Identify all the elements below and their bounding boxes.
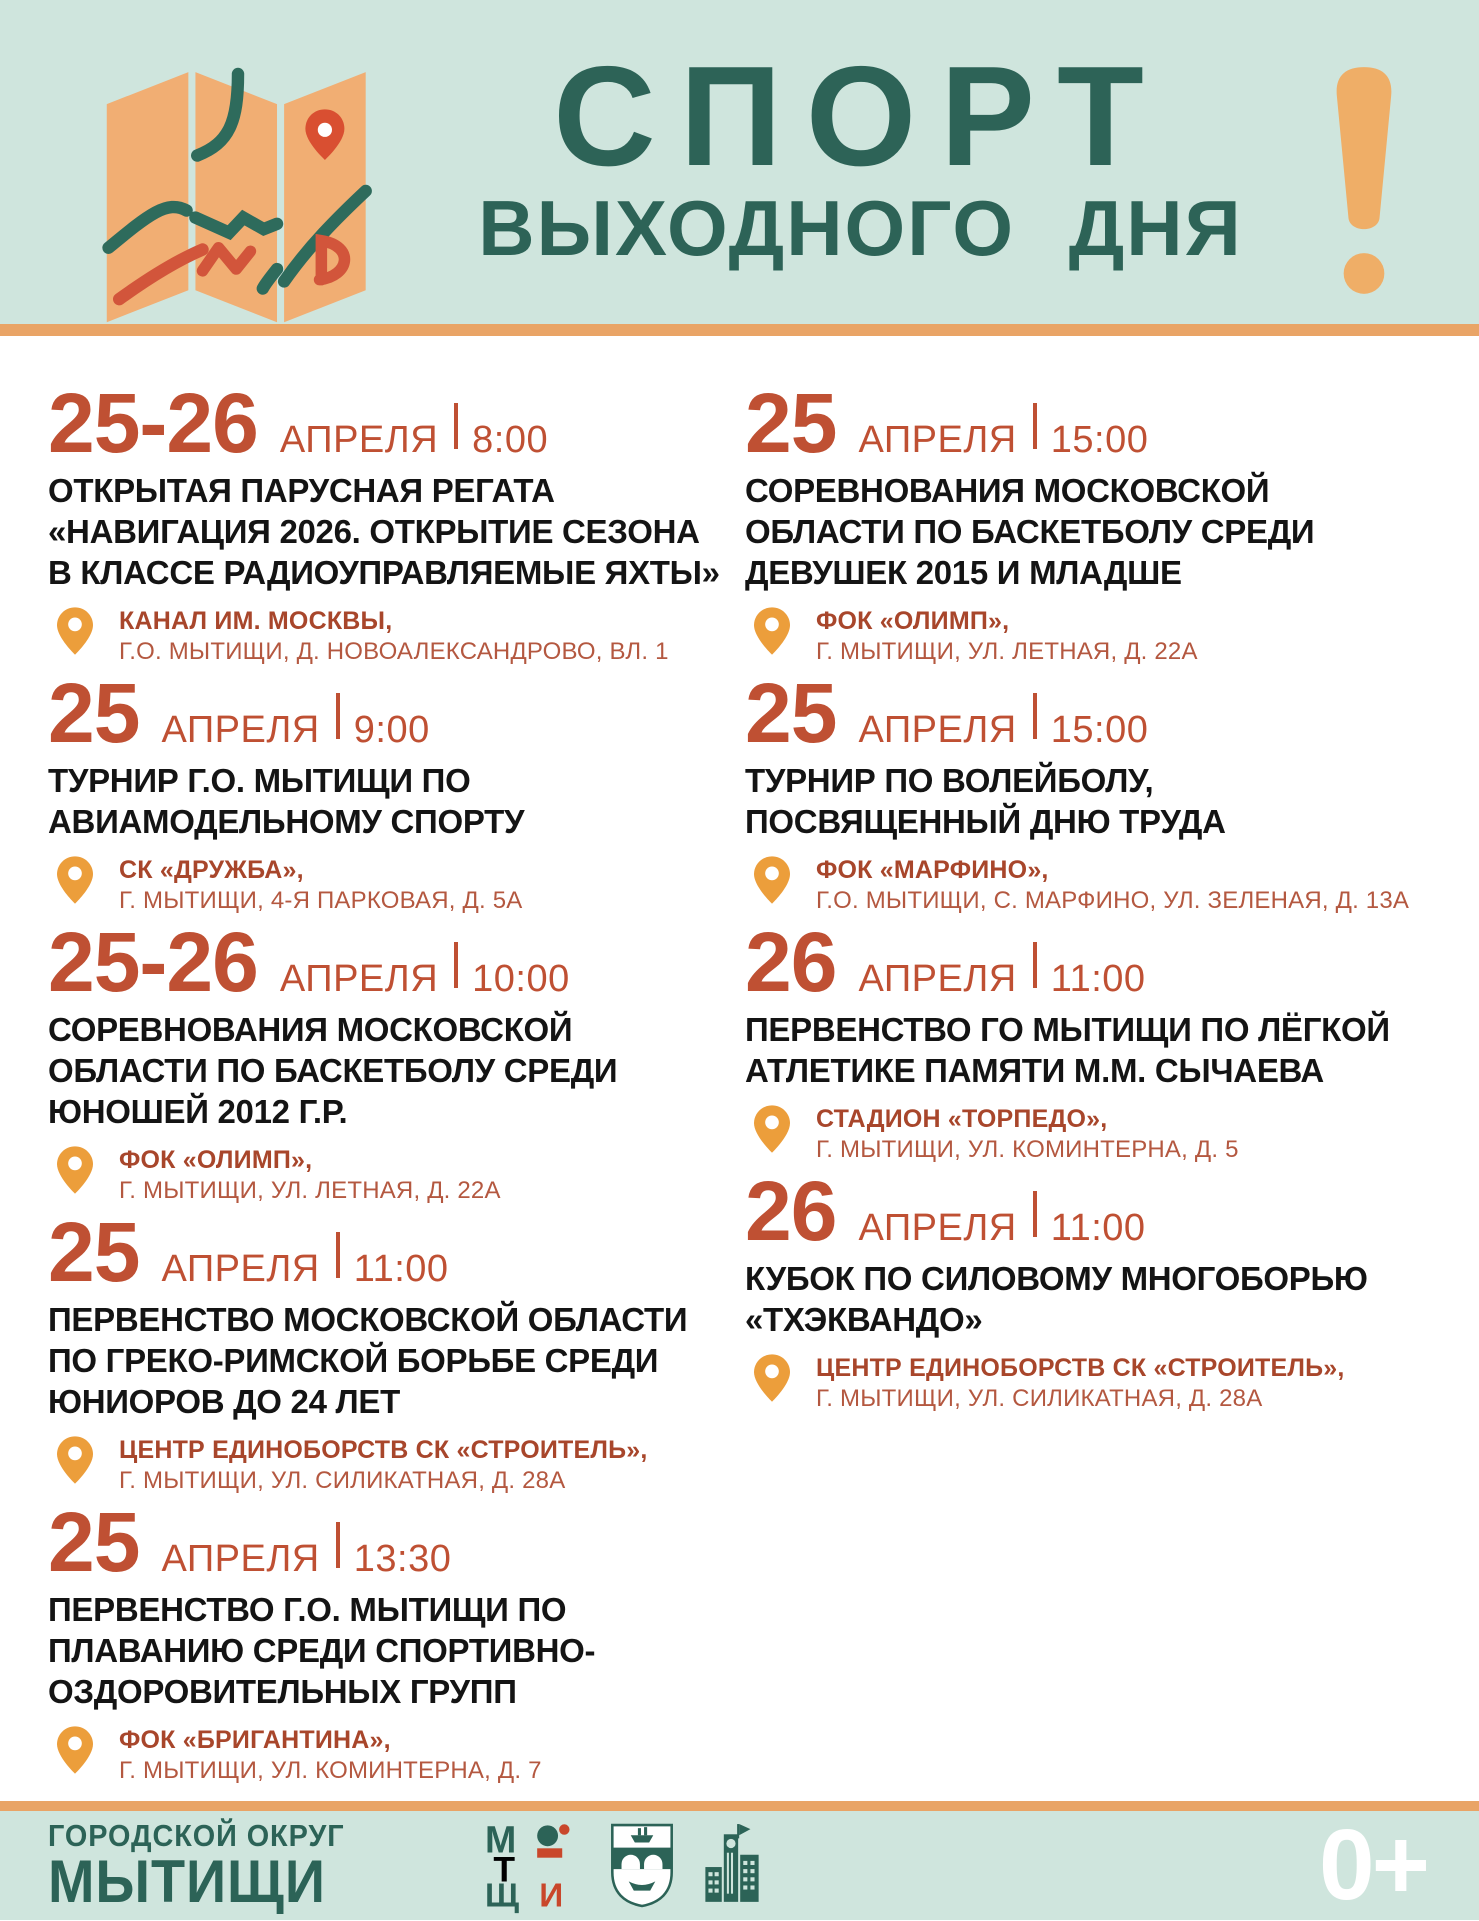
- event-title: ТУРНИР Г.О. МЫТИЩИ ПО АВИАМОДЕЛЬНОМУ СПОРТУ: [48, 761, 525, 840]
- building-logo: [703, 1822, 761, 1908]
- location-text: [816, 855, 1409, 916]
- date-time-divider: [454, 403, 458, 449]
- map-pin-icon: [57, 1436, 93, 1484]
- location-text: [816, 1104, 1239, 1165]
- event-day: 25: [48, 665, 140, 760]
- event-card: [745, 914, 1439, 1165]
- mytishchi-brand-logo: [484, 1818, 581, 1916]
- event-title: СОРЕВНОВАНИЯ МОСКОВСКОЙ ОБЛАСТИ ПО БАСКЕТБОЛУ СРЕДИ ДЕВУШЕК 2015 И МЛАДШЕ: [745, 471, 1315, 591]
- location-address: Г. МЫТИЩИ, 4-Я ПАРКОВАЯ, Д. 5А: [119, 886, 523, 914]
- location-venue: ЦЕНТР ЕДИНОБОРСТВ СК «СТРОИТЕЛЬ»,: [119, 1435, 648, 1464]
- location-venue: СТАДИОН «ТОРПЕДО»,: [816, 1104, 1108, 1133]
- svg-text:И: И: [539, 1878, 564, 1916]
- location-address: Г. МЫТИЩИ, УЛ. КОМИНТЕРНА, Д. 7: [119, 1756, 542, 1784]
- svg-text:Т: Т: [493, 1850, 515, 1891]
- event-location: [48, 606, 745, 667]
- coat-of-arms-logo: [609, 1822, 675, 1908]
- location-text: [119, 1435, 648, 1496]
- event-card: [48, 1204, 745, 1496]
- poster-title-block: [388, 37, 1333, 272]
- event-month: АПРЕЛЯ: [858, 708, 1017, 751]
- date-time-divider: [336, 693, 340, 739]
- map-pin-icon: [57, 856, 93, 904]
- location-venue: ЦЕНТР ЕДИНОБОРСТВ СК «СТРОИТЕЛЬ»,: [816, 1353, 1345, 1382]
- event-location: [48, 855, 745, 916]
- events-column-right: [745, 375, 1439, 1801]
- event-day: 25: [745, 665, 837, 760]
- map-pin-icon: [754, 856, 790, 904]
- location-address: Г.О. МЫТИЩИ, С. МАРФИНО, УЛ. ЗЕЛЕНАЯ, Д. 13А: [816, 886, 1410, 914]
- event-time: 11:00: [1050, 1206, 1146, 1249]
- event-title: ОТКРЫТАЯ ПАРУСНАЯ РЕГАТА «НАВИГАЦИЯ 2026. ОТКРЫТИЕ СЕЗОНА В КЛАССЕ РАДИОУПРАВЛЯЕМЫЕ ЯХТЫ»: [48, 471, 720, 591]
- footer-divider: [0, 1801, 1479, 1811]
- event-month: АПРЕЛЯ: [858, 1206, 1017, 1249]
- location-venue: ФОК «БРИГАНТИНА»,: [119, 1725, 391, 1754]
- event-location: [745, 1353, 1439, 1414]
- location-text: [119, 1725, 542, 1786]
- exclamation-icon: [1333, 62, 1395, 297]
- event-date: [48, 665, 745, 760]
- event-date: [745, 1163, 1439, 1258]
- location-venue: ФОК «ОЛИМП»,: [816, 606, 1010, 635]
- event-card: [745, 1163, 1439, 1414]
- event-date: [48, 914, 745, 1009]
- event-card: [745, 665, 1439, 916]
- event-title: ПЕРВЕНСТВО МОСКОВСКОЙ ОБЛАСТИ ПО ГРЕКО-РИМСКОЙ БОРЬБЕ СРЕДИ ЮНИОРОВ ДО 24 ЛЕТ: [48, 1300, 688, 1420]
- svg-text:Щ: Щ: [484, 1878, 519, 1916]
- org-name-line1: ГОРОДСКОЙ ОКРУГ: [48, 1818, 345, 1854]
- event-card: [48, 1494, 745, 1786]
- location-venue: ФОК «ОЛИМП»,: [119, 1145, 313, 1174]
- event-time: 8:00: [472, 418, 549, 461]
- header-divider: [0, 324, 1479, 336]
- age-rating-badge: 0+: [1318, 1809, 1427, 1921]
- poster-title: СПОРТ: [553, 37, 1168, 196]
- event-title: ПЕРВЕНСТВО Г.О. МЫТИЩИ ПО ПЛАВАНИЮ СРЕДИ СПОРТИВНО-ОЗДОРОВИТЕЛЬНЫХ ГРУПП: [48, 1590, 596, 1710]
- event-location: [745, 1104, 1439, 1165]
- map-pin-icon: [754, 607, 790, 655]
- location-venue: ФОК «МАРФИНО»,: [816, 855, 1049, 884]
- location-address: Г. МЫТИЩИ, УЛ. СИЛИКАТНАЯ, Д. 28А: [119, 1466, 566, 1494]
- event-date: [745, 665, 1439, 760]
- location-venue: СК «ДРУЖБА»,: [119, 855, 304, 884]
- event-month: АПРЕЛЯ: [858, 418, 1017, 461]
- event-card: [48, 914, 745, 1206]
- event-card: [48, 665, 745, 916]
- location-address: Г. МЫТИЩИ, УЛ. ЛЕТНАЯ, Д. 22А: [816, 637, 1198, 665]
- header: [0, 0, 1479, 324]
- event-time: 13:30: [353, 1537, 452, 1580]
- event-day: 26: [745, 1163, 837, 1258]
- event-time: 9:00: [353, 708, 430, 751]
- event-card: [745, 375, 1439, 667]
- event-day: 25: [48, 1204, 140, 1299]
- event-location: [745, 855, 1439, 916]
- event-day: 25-26: [48, 914, 258, 1009]
- svg-text:М: М: [484, 1818, 517, 1861]
- map-pin-icon: [57, 1146, 93, 1194]
- event-date: [48, 1204, 745, 1299]
- event-time: 11:00: [1050, 957, 1146, 1000]
- event-title: ТУРНИР ПО ВОЛЕЙБОЛУ, ПОСВЯЩЕННЫЙ ДНЮ ТРУДА: [745, 761, 1226, 840]
- location-address: Г. МЫТИЩИ, УЛ. СИЛИКАТНАЯ, Д. 28А: [816, 1384, 1263, 1412]
- footer-logos: [484, 1818, 761, 1916]
- location-text: [816, 606, 1198, 667]
- event-location: [48, 1145, 745, 1206]
- org-name-line2: МЫТИЩИ: [48, 1848, 326, 1916]
- map-pin-icon: [57, 607, 93, 655]
- date-time-divider: [454, 942, 458, 988]
- org-name: [48, 1818, 345, 1916]
- event-time: 15:00: [1050, 708, 1149, 751]
- event-title: ПЕРВЕНСТВО ГО МЫТИЩИ ПО ЛЁГКОЙ АТЛЕТИКЕ ПАМЯТИ М.М. СЫЧАЕВА: [745, 1010, 1390, 1089]
- event-title: КУБОК ПО СИЛОВОМУ МНОГОБОРЬЮ «ТХЭКВАНДО»: [745, 1259, 1368, 1338]
- event-day: 26: [745, 914, 837, 1009]
- location-venue: КАНАЛ ИМ. МОСКВЫ,: [119, 606, 393, 635]
- event-day: 25-26: [48, 375, 258, 470]
- event-card: [48, 375, 745, 667]
- poster-subtitle: ВЫХОДНОГО ДНЯ: [478, 184, 1243, 272]
- event-month: АПРЕЛЯ: [858, 957, 1017, 1000]
- map-pin-icon: [57, 1726, 93, 1774]
- date-time-divider: [1033, 693, 1037, 739]
- event-month: АПРЕЛЯ: [161, 1537, 320, 1580]
- location-address: Г. МЫТИЩИ, УЛ. ЛЕТНАЯ, Д. 22А: [119, 1176, 501, 1204]
- location-text: [119, 1145, 501, 1206]
- location-text: [816, 1353, 1345, 1414]
- event-date: [745, 375, 1439, 470]
- event-day: 25: [48, 1494, 140, 1589]
- footer: [0, 1811, 1479, 1920]
- events-column-left: [48, 375, 745, 1801]
- event-month: АПРЕЛЯ: [161, 708, 320, 751]
- event-time: 15:00: [1050, 418, 1149, 461]
- location-address: Г.О. МЫТИЩИ, Д. НОВОАЛЕКСАНДРОВО, ВЛ. 1: [119, 637, 669, 665]
- map-pin-icon: [754, 1105, 790, 1153]
- date-time-divider: [336, 1522, 340, 1568]
- event-day: 25: [745, 375, 837, 470]
- event-title: СОРЕВНОВАНИЯ МОСКОВСКОЙ ОБЛАСТИ ПО БАСКЕТБОЛУ СРЕДИ ЮНОШЕЙ 2012 Г.Р.: [48, 1010, 618, 1130]
- map-pin-icon: [754, 1354, 790, 1402]
- location-address: Г. МЫТИЩИ, УЛ. КОМИНТЕРНА, Д. 5: [816, 1135, 1239, 1163]
- date-time-divider: [336, 1232, 340, 1278]
- event-month: АПРЕЛЯ: [279, 418, 439, 461]
- event-date: [48, 1494, 745, 1589]
- location-text: [119, 606, 669, 667]
- event-date: [745, 914, 1439, 1009]
- date-time-divider: [1033, 1191, 1037, 1237]
- event-time: 11:00: [353, 1247, 449, 1290]
- location-text: [119, 855, 522, 916]
- event-date: [48, 375, 745, 470]
- event-month: АПРЕЛЯ: [279, 957, 439, 1000]
- event-time: 10:00: [472, 957, 570, 1000]
- date-time-divider: [1033, 403, 1037, 449]
- event-location: [48, 1435, 745, 1496]
- event-month: АПРЕЛЯ: [161, 1247, 320, 1290]
- date-time-divider: [1033, 942, 1037, 988]
- event-location: [48, 1725, 745, 1786]
- event-location: [745, 606, 1439, 667]
- events-area: [0, 336, 1479, 1801]
- folded-map-icon: [88, 58, 388, 324]
